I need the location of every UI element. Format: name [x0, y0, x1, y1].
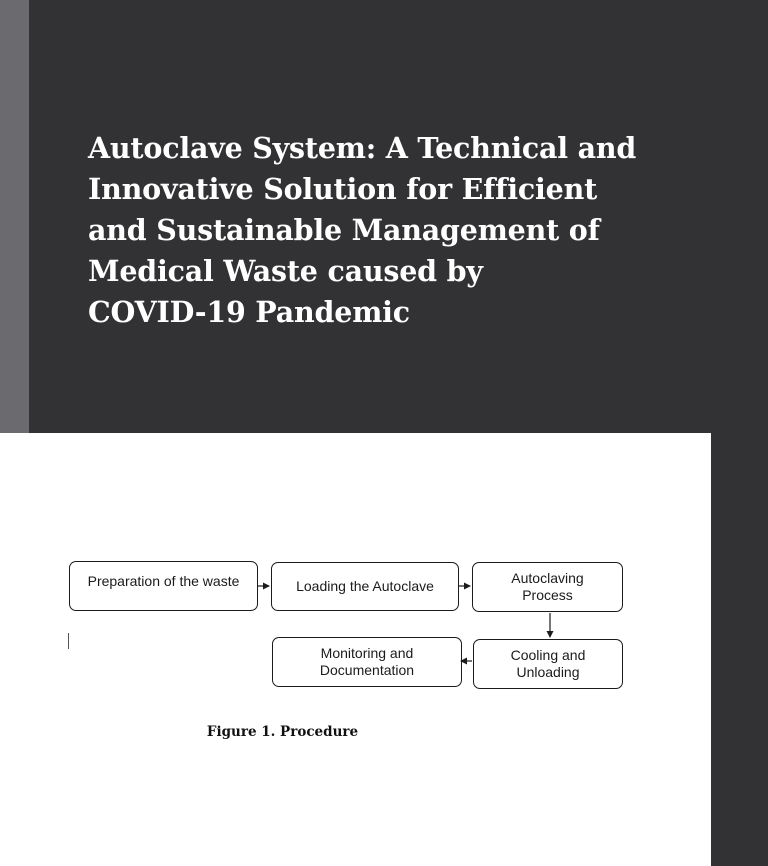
step-monitoring-box — [272, 637, 462, 687]
slide-title-line: COVID-19 Pandemic — [88, 295, 410, 329]
slide-title-line: Innovative Solution for Efficient — [88, 172, 598, 206]
slide-title-line: Autoclave System: A Technical and — [88, 131, 637, 165]
step-autoclaving-label: Autoclaving Process — [511, 570, 584, 603]
step-cooling-label: Cooling and Unloading — [510, 647, 586, 680]
document-page — [0, 433, 711, 866]
step-autoclaving-box — [472, 562, 623, 612]
step-loading-box — [271, 562, 459, 611]
slide-title-line: and Sustainable Management of — [88, 213, 600, 247]
step-monitoring-label: Monitoring and Documentation — [319, 645, 415, 678]
step-loading-label: Loading the Autoclave — [296, 578, 434, 594]
slide-title-line: Medical Waste caused by — [88, 254, 483, 288]
text-cursor — [68, 633, 69, 649]
step-preparation-label: Preparation of the waste — [87, 573, 240, 589]
figure-caption: Figure 1. Procedure — [206, 724, 359, 740]
step-cooling-box — [473, 639, 623, 689]
step-preparation-box — [69, 561, 258, 611]
slide-title — [88, 128, 728, 333]
slide-accent-strip — [0, 0, 29, 433]
